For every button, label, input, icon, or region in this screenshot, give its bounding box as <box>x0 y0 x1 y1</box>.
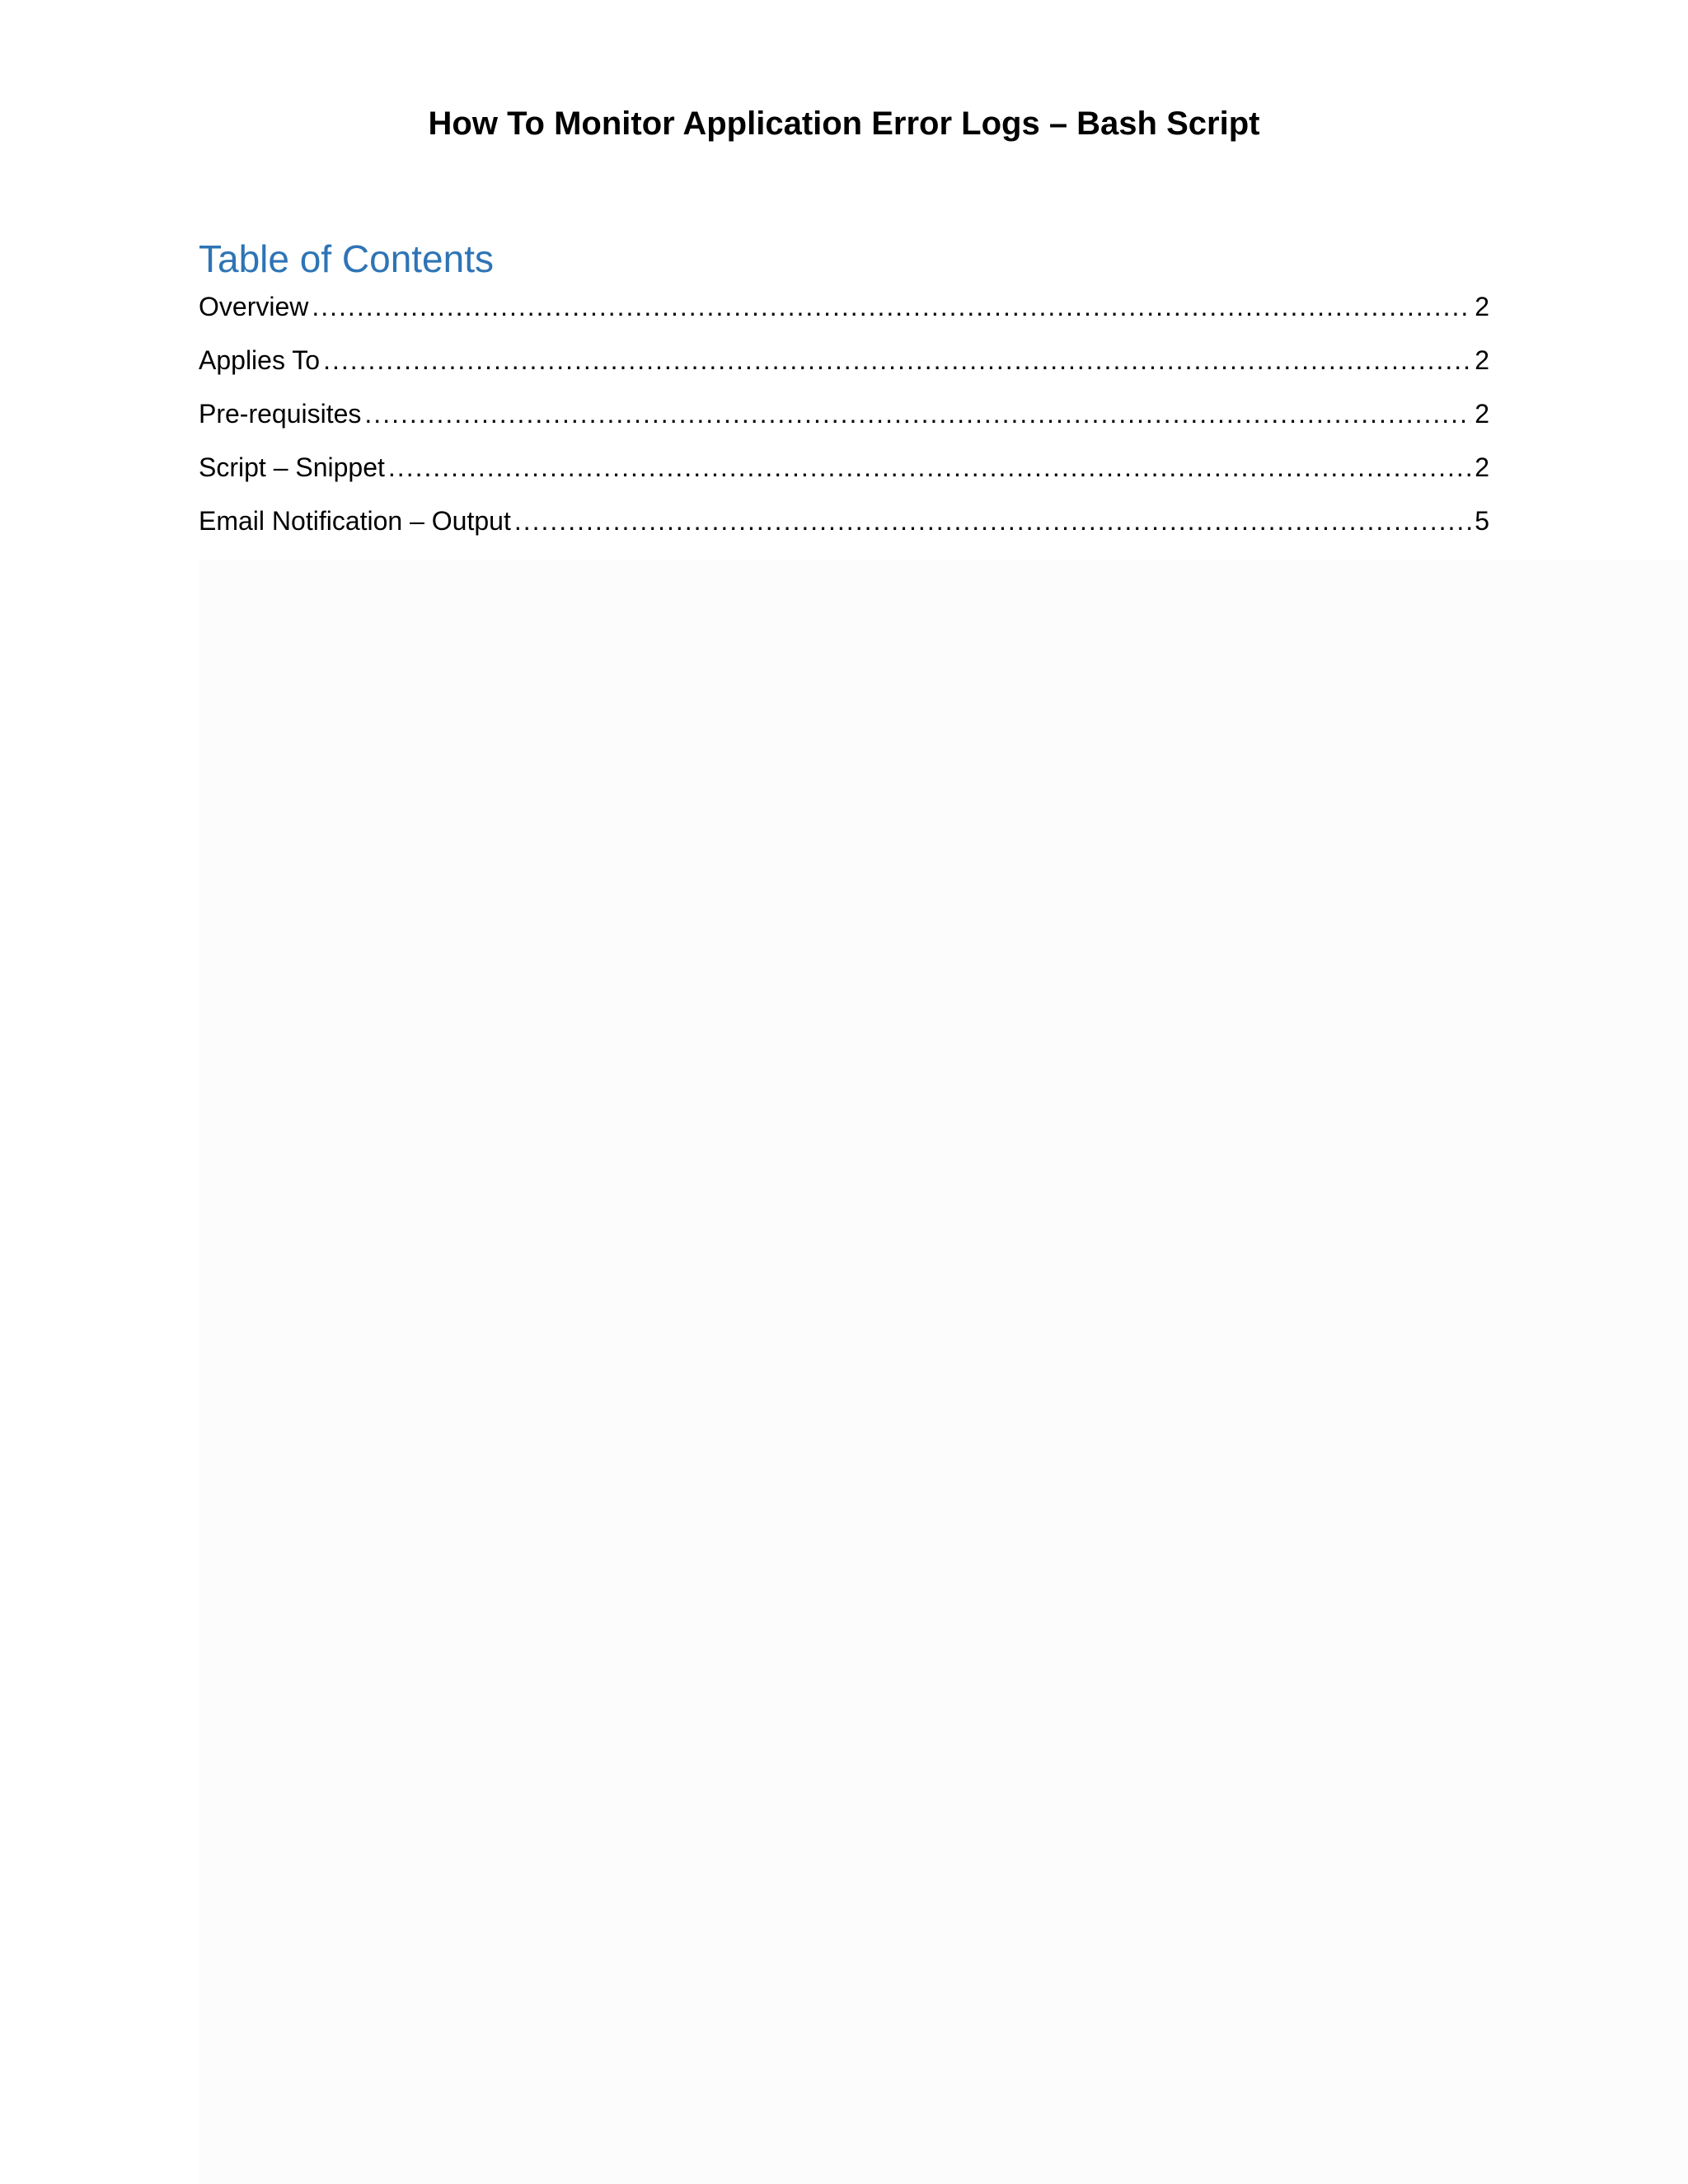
toc-dot-leader <box>388 449 1471 485</box>
toc-entry-page-number: 2 <box>1475 399 1489 429</box>
toc-entry-page-number: 2 <box>1475 452 1489 482</box>
toc-entry-label: Script – Snippet <box>199 452 385 482</box>
toc-entry-page-number: 2 <box>1475 345 1489 375</box>
toc-entry-page-number: 2 <box>1475 292 1489 321</box>
toc-entry-overview[interactable] <box>199 288 1489 342</box>
toc-dot-leader <box>323 342 1471 378</box>
toc-dot-leader <box>364 396 1471 432</box>
toc-dot-leader <box>514 503 1471 539</box>
toc-entry-email-notification-output[interactable] <box>199 503 1489 556</box>
toc-entry-label: Applies To <box>199 345 321 375</box>
document-title: How To Monitor Application Error Logs – Bash Script <box>428 105 1260 142</box>
toc-entry-pre-requisites[interactable] <box>199 396 1489 449</box>
toc-entry-script-snippet[interactable] <box>199 449 1489 503</box>
toc-entry-label: Pre-requisites <box>199 399 362 429</box>
toc-entry-applies-to[interactable] <box>199 342 1489 396</box>
page-background <box>199 560 1688 2184</box>
table-of-contents <box>199 288 1489 556</box>
toc-entry-label: Overview <box>199 292 309 321</box>
toc-entry-label: Email Notification – Output <box>199 506 511 536</box>
toc-heading: Table of Contents <box>199 237 495 280</box>
toc-dot-leader <box>312 288 1471 325</box>
toc-entry-page-number: 5 <box>1475 506 1489 536</box>
